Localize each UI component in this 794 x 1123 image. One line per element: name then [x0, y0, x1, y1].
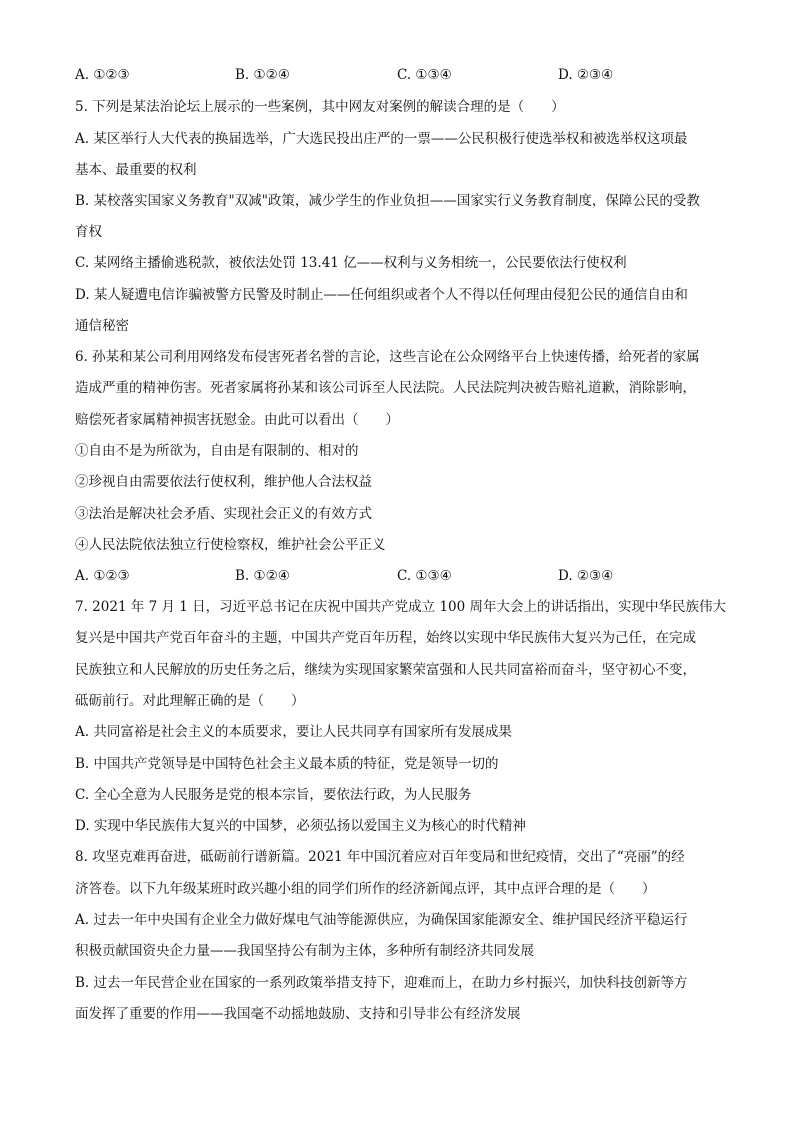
q5-option-a-line2: 基本、最重要的权利	[75, 162, 197, 178]
q4-option-c: C. ①③④	[397, 67, 452, 83]
q5-option-c: C. 某网络主播偷逃税款，被依法处罚 13.41 亿——权利与义务相统一，公民要依法行使权利	[75, 255, 627, 271]
q6-option-c: C. ①③④	[397, 568, 452, 584]
q7-option-c: C. 全心全意为人民服务是党的根本宗旨，要依法行政，为人民服务	[75, 787, 472, 803]
q6-statement-4: ④人民法院依法独立行使检察权，维护社会公平正义	[75, 537, 386, 553]
q8-option-b-line2: 面发挥了重要的作用——我国毫不动摇地鼓励、支持和引导非公有经济发展	[75, 1006, 521, 1022]
q7-option-a: A. 共同富裕是社会主义的本质要求，要让人民共同享有国家所有发展成果	[75, 724, 512, 740]
q5-option-b-line1: B. 某校落实国家义务教育"双减"政策，减少学生的作业负担——国家实行义务教育制度，保障公民的受教	[75, 193, 700, 209]
q5-option-b-line2: 育权	[75, 224, 102, 240]
q5-stem: 5. 下列是某法治论坛上展示的一些案例，其中网友对案例的解读合理的是（ ）	[75, 99, 565, 115]
q6-option-d: D. ②③④	[558, 568, 614, 584]
q5-option-d-line2: 通信秘密	[75, 318, 129, 334]
q8-option-a-line1: A. 过去一年中央国有企业全力做好煤电气油等能源供应，为确保国家能源安全、维护国民经济平稳运行	[75, 912, 688, 928]
q6-statement-1: ①自由不是为所欲为，自由是有限制的、相对的	[75, 443, 359, 459]
q5-option-d-line1: D. 某人疑遭电信诈骗被警方民警及时制止——任何组织或者个人不得以任何理由侵犯公民的通信自由和	[75, 287, 688, 303]
q6-option-b: B. ①②④	[235, 568, 290, 584]
q7-option-b: B. 中国共产党领导是中国特色社会主义最本质的特征，党是领导一切的	[75, 756, 499, 772]
q6-stem-line2: 造成严重的精神伤害。死者家属将孙某和该公司诉至人民法院。人民法院判决被告赔礼道歉，消除影响，	[75, 380, 696, 396]
q4-option-b: B. ①②④	[235, 67, 290, 83]
q7-stem-line2: 复兴是中国共产党百年奋斗的主题，中国共产党百年历程，始终以实现中华民族伟大复兴为己任，在完成	[75, 630, 696, 646]
q7-stem-line3: 民族独立和人民解放的历史任务之后，继续为实现国家繁荣富强和人民共同富裕而奋斗，坚守初心不变，	[75, 662, 696, 678]
q4-option-a: A. ①②③	[75, 67, 130, 83]
q6-stem-line3: 赔偿死者家属精神损害抚慰金。由此可以看出（ ）	[75, 412, 399, 428]
q4-option-d: D. ②③④	[558, 67, 614, 83]
q6-stem-line1: 6. 孙某和某公司利用网络发布侵害死者名誉的言论，这些言论在公众网络平台上快速传播，给死者的家属	[75, 349, 700, 365]
q7-stem-line1: 7. 2021 年 7 月 1 日，习近平总书记在庆祝中国共产党成立 100 周年大会上的讲话指出，实现中华民族伟大	[75, 599, 727, 615]
q8-option-a-line2: 积极贡献国资央企力量——我国坚持公有制为主体，多种所有制经济共同发展	[75, 943, 534, 959]
q8-option-b-line1: B. 过去一年民营企业在国家的一系列政策举措支持下，迎难而上，在助力乡村振兴，加快科技创新等方	[75, 975, 688, 991]
q6-statement-3: ③法治是解决社会矛盾、实现社会正义的有效方式	[75, 506, 372, 522]
q8-stem-line1: 8. 攻坚克难再奋进，砥砺前行谱新篇。2021 年中国沉着应对百年变局和世纪疫情，交出了“亮丽”的经	[75, 849, 685, 865]
q8-stem-line2: 济答卷。以下九年级某班时政兴趣小组的同学们所作的经济新闻点评，其中点评合理的是（ ）	[75, 881, 656, 897]
q7-stem-line4: 砥砺前行。对此理解正确的是（ ）	[75, 693, 305, 709]
q7-option-d: D. 实现中华民族伟大复兴的中国梦，必须弘扬以爱国主义为核心的时代精神	[75, 818, 526, 834]
q5-option-a-line1: A. 某区举行人大代表的换届选举，广大选民投出庄严的一票——公民积极行使选举权和被选举权这项最	[75, 131, 688, 147]
q6-statement-2: ②珍视自由需要依法行使权利，维护他人合法权益	[75, 474, 372, 490]
q6-option-a: A. ①②③	[75, 568, 130, 584]
